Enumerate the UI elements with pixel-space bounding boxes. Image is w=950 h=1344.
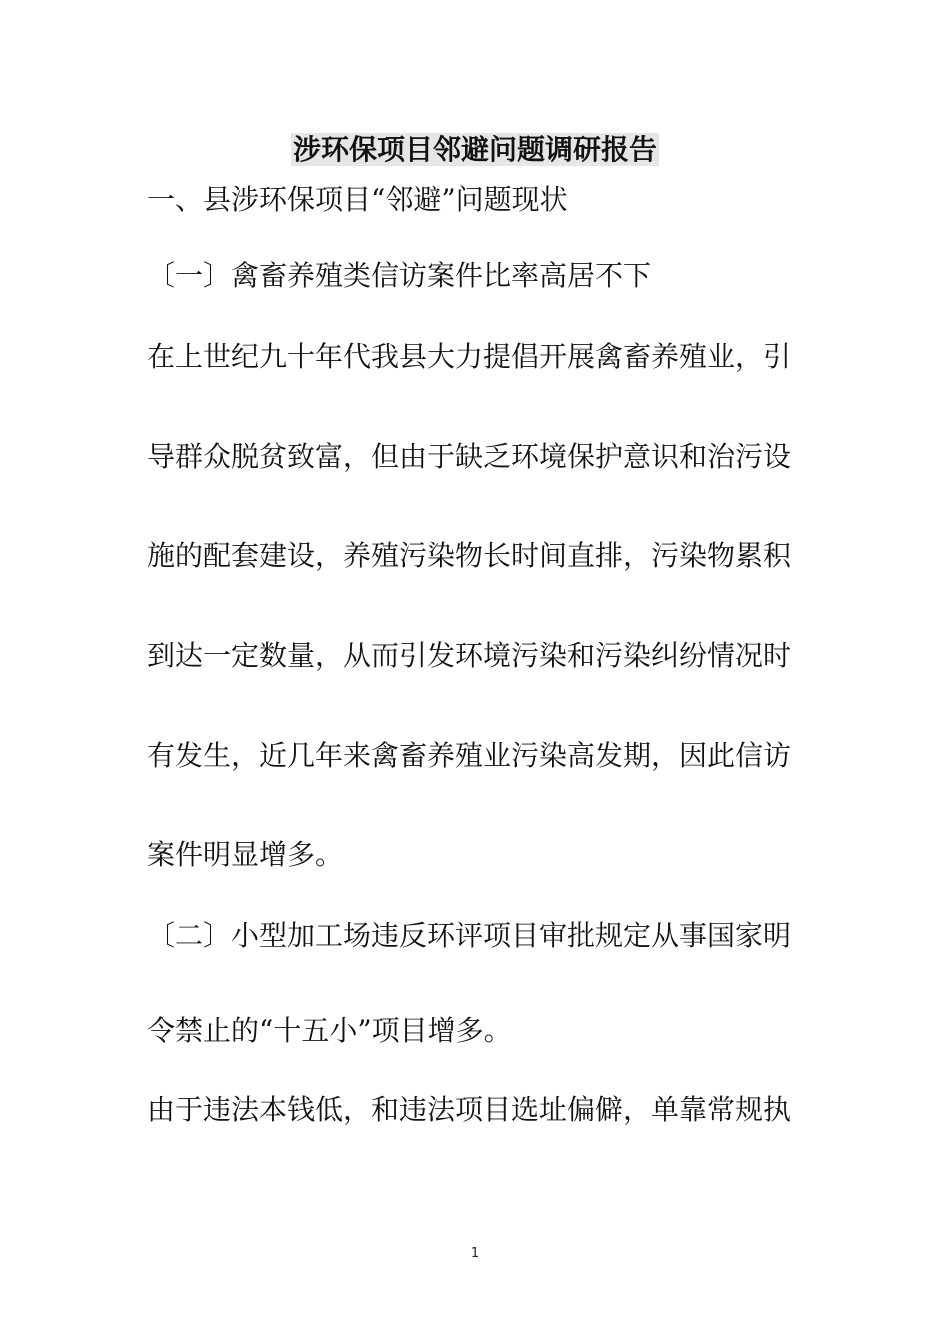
page-number: 1 (470, 1246, 480, 1261)
paragraph-line: 有发生，近几年来禽畜养殖业污染高发期，因此信访 (147, 739, 792, 772)
paragraph-line: 在上世纪九十年代我县大力提倡开展禽畜养殖业，引 (147, 340, 792, 373)
paragraph-line: 到达一定数量，从而引发环境污染和污染纠纷情况时 (147, 639, 792, 672)
subsection-heading-2: 〔二〕小型加工场违反环评项目审批规定从事国家明 (147, 919, 792, 952)
document-title (0, 132, 950, 168)
paragraph-line: 施的配套建设，养殖污染物长时间直排，污染物累积 (147, 539, 792, 572)
paragraph-line: 由于违法本钱低，和违法项目选址偏僻，单靠常规执 (147, 1093, 792, 1126)
paragraph-line: 导群众脱贫致富，但由于缺乏环境保护意识和治污设 (147, 440, 792, 473)
section-heading-1: 一、县涉环保项目“邻避”问题现状 (147, 183, 568, 216)
subsection-heading-1: 〔一〕禽畜养殖类信访案件比率高居不下 (147, 259, 652, 292)
document-title-text: 涉环保项目邻避问题调研报告 (292, 133, 657, 166)
paragraph-line: 案件明显增多。 (147, 838, 344, 871)
subsection-heading-2-continued: 令禁止的“十五小”项目增多。 (147, 1014, 512, 1047)
